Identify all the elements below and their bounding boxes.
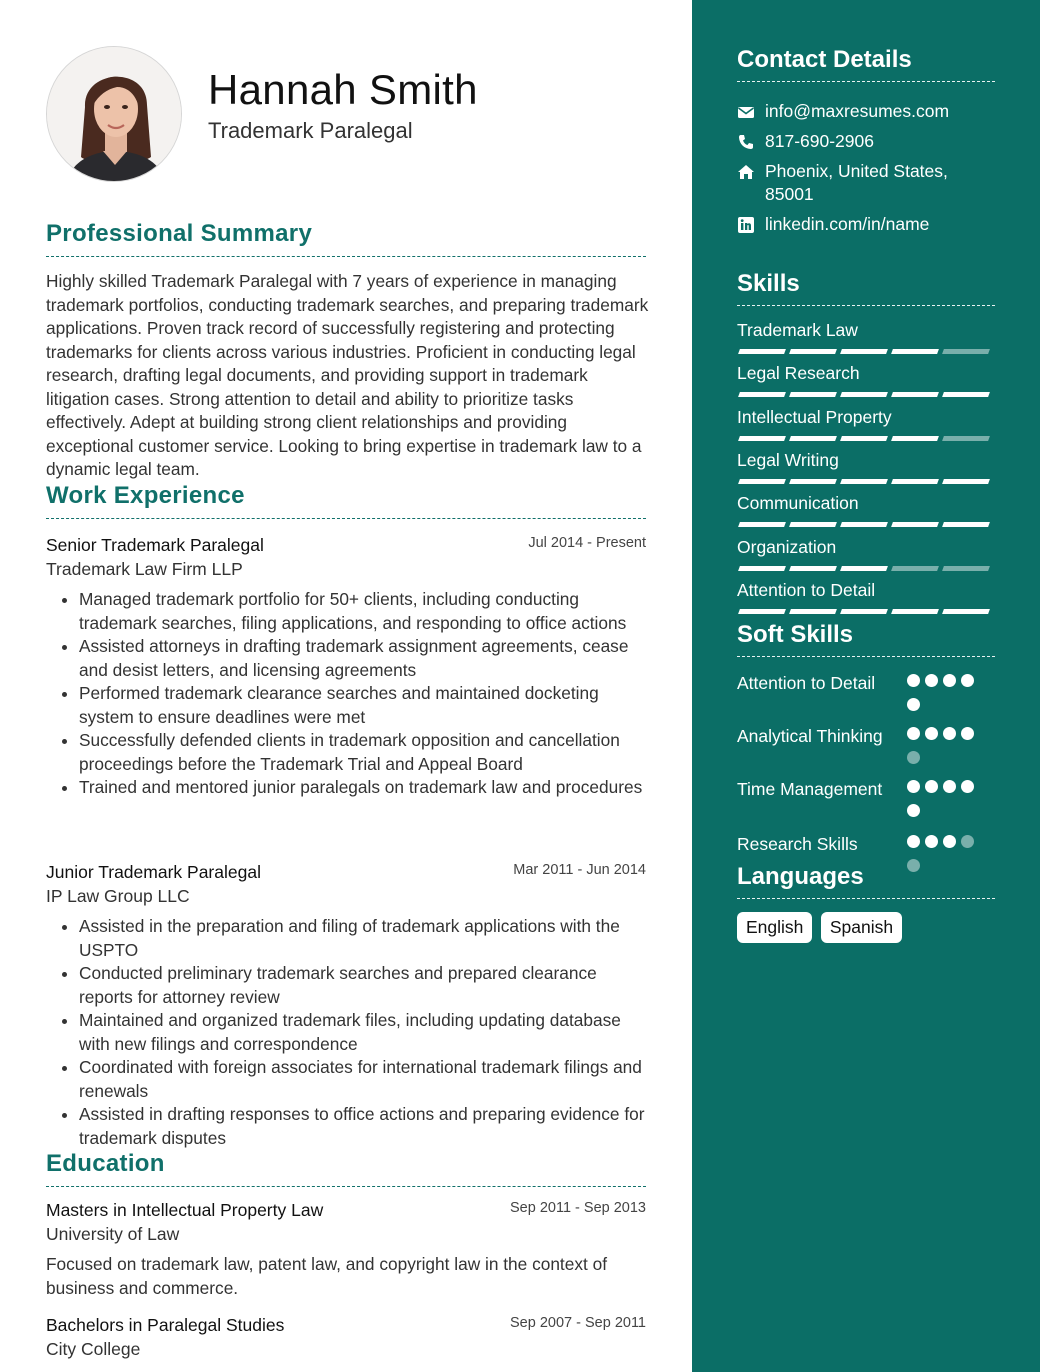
- rating-dot: [907, 751, 920, 764]
- skill-label: Intellectual Property: [737, 406, 892, 427]
- rating-dot: [961, 727, 974, 740]
- rating-dot: [907, 674, 920, 687]
- skill-level-bar: [737, 349, 995, 355]
- edu-degree: Masters in Intellectual Property Law: [46, 1200, 324, 1220]
- job-role: Senior Trademark Paralegal: [46, 535, 264, 555]
- job-entry: [46, 535, 646, 800]
- languages-list: [737, 912, 906, 943]
- rating-dot: [943, 727, 956, 740]
- job-bullets: [46, 588, 646, 800]
- soft-skills-heading: Soft Skills: [737, 621, 995, 657]
- skill-label: Attention to Detail: [737, 579, 876, 600]
- email-text: info@maxresumes.com: [765, 101, 950, 121]
- edu-degree: Bachelors in Paralegal Studies: [46, 1315, 285, 1335]
- skill-level-segment: [789, 609, 837, 614]
- soft-skill-item: [737, 833, 995, 857]
- experience-heading: Work Experience: [46, 482, 646, 519]
- job-date: Jul 2014 - Present: [528, 535, 646, 551]
- contact-address: [737, 160, 995, 206]
- job-bullet: • Managed trademark portfolio for 50+ clients, including conducting trademark searches, filing applications, and responding to office actions: [79, 588, 646, 635]
- sidebar: [692, 0, 1040, 1372]
- skill-level-segment: [891, 479, 939, 484]
- skill-level-segment: [840, 436, 888, 441]
- skill-label: Legal Writing: [737, 449, 839, 470]
- skill-level-segment: [891, 392, 939, 397]
- skill-level-segment: [738, 609, 786, 614]
- soft-skill-item: [737, 778, 995, 802]
- skill-level-bar: [737, 566, 995, 572]
- skill-label: Trademark Law: [737, 320, 858, 340]
- skill-item: [737, 363, 995, 384]
- education-entry: [46, 1200, 646, 1300]
- soft-skill-label: Time Management: [737, 779, 883, 799]
- summary-text: Highly skilled Trademark Paralegal with 7 years of experience in managing trademark portfolios, conducting trademark searches, and preparing trademark applications. Proven track record of successfully registering and protecting trademarks for clients across various industries. Proficient in conducting legal research, drafting legal documents, and providing support in trademark litigation cases. Strong attention to detail and ability to prioritize tasks effectively. Adept at building strong client relationships and providing exceptional customer service. Looking to bring expertise in trademark law to a dynamic legal team.: [46, 271, 649, 479]
- edu-school: University of Law: [46, 1224, 180, 1244]
- job-date: Mar 2011 - Jun 2014: [513, 862, 646, 878]
- rating-dot: [961, 780, 974, 793]
- job-bullet: • Successfully defended clients in trademark opposition and cancellation proceedings before the Trademark Trial and Appeal Board: [79, 729, 646, 776]
- job-bullet: • Assisted in the preparation and filing of trademark applications with the USPTO: [79, 915, 646, 962]
- job-bullet: • Performed trademark clearance searches and maintained docketing system to ensure deadlines were met: [79, 682, 646, 729]
- skill-level-segment: [789, 436, 837, 441]
- skill-level-segment: [789, 479, 837, 484]
- job-bullet: • Conducted preliminary trademark searches and prepared clearance reports for attorney review: [79, 962, 646, 1009]
- rating-dot: [925, 727, 938, 740]
- skill-level-segment: [840, 479, 888, 484]
- rating-dot: [907, 698, 920, 711]
- job-bullet: • Coordinated with foreign associates for international trademark filings and renewals: [79, 1056, 646, 1103]
- skill-level-segment: [789, 349, 837, 354]
- skill-level-segment: [840, 609, 888, 614]
- soft-skill-item: [737, 725, 995, 749]
- skill-level-segment: [942, 609, 990, 614]
- language-badge: Spanish: [821, 912, 902, 943]
- home-icon: [737, 163, 755, 181]
- job-entry: [46, 862, 646, 1150]
- skill-level-segment: [840, 522, 888, 527]
- skill-item: [737, 450, 995, 471]
- skill-item: [737, 580, 995, 601]
- languages-heading: Languages: [737, 863, 995, 899]
- language-badge: English: [737, 912, 812, 943]
- skill-level-segment: [942, 479, 990, 484]
- summary-heading: Professional Summary: [46, 220, 646, 257]
- phone-text: 817-690-2906: [765, 131, 874, 151]
- skill-label: Organization: [737, 536, 837, 557]
- skill-item: [737, 407, 995, 428]
- job-bullet: • Trained and mentored junior paralegals on trademark law and procedures: [79, 776, 646, 800]
- skill-label: Legal Research: [737, 363, 860, 384]
- skill-level-segment: [789, 392, 837, 397]
- avatar: [46, 46, 182, 182]
- skill-level-segment: [942, 392, 990, 397]
- education-heading: Education: [46, 1150, 646, 1187]
- skill-item: [737, 537, 995, 558]
- skill-level-bar: [737, 609, 995, 615]
- skill-level-segment: [738, 436, 786, 441]
- education-entry: [46, 1315, 646, 1360]
- skill-level-segment: [840, 392, 888, 397]
- skill-level-segment: [942, 349, 990, 354]
- skill-level-segment: [840, 349, 888, 354]
- envelope-icon: [737, 103, 755, 121]
- skill-level-segment: [891, 609, 939, 614]
- skill-level-bar: [737, 392, 995, 398]
- soft-skill-item: [737, 672, 995, 696]
- skill-level-bar: [737, 436, 995, 442]
- rating-dot: [907, 727, 920, 740]
- skill-level-segment: [738, 479, 786, 484]
- job-role: Junior Trademark Paralegal: [46, 862, 261, 882]
- edu-description: Focused on trademark law, patent law, and copyright law in the context of business and commerce.: [46, 1254, 607, 1298]
- soft-skill-label: Research Skills: [737, 834, 858, 854]
- rating-dot: [907, 835, 920, 848]
- rating-dot: [925, 674, 938, 687]
- skill-level-segment: [942, 522, 990, 527]
- contact-email[interactable]: [737, 100, 995, 123]
- edu-school: City College: [46, 1339, 141, 1359]
- skill-item: [737, 493, 995, 514]
- edu-date: Sep 2011 - Sep 2013: [510, 1200, 646, 1216]
- skills-heading: Skills: [737, 270, 995, 306]
- rating-dot: [943, 780, 956, 793]
- skill-level-segment: [891, 436, 939, 441]
- profile-photo: [47, 47, 182, 182]
- skill-level-bar: [737, 522, 995, 528]
- skill-level-segment: [891, 349, 939, 354]
- skill-level-segment: [738, 566, 786, 571]
- linkedin-text: linkedin.com/in/name: [765, 214, 930, 234]
- skill-level-segment: [891, 566, 939, 571]
- rating-dot: [925, 835, 938, 848]
- candidate-title: Trademark Paralegal: [208, 118, 413, 143]
- job-org: IP Law Group LLC: [46, 886, 190, 906]
- rating-dot: [961, 835, 974, 848]
- skill-level-segment: [789, 522, 837, 527]
- job-bullet: • Assisted in drafting responses to office actions and preparing evidence for trademark disputes: [79, 1103, 646, 1150]
- phone-icon: [737, 133, 755, 151]
- skill-level-segment: [942, 436, 990, 441]
- skill-level-segment: [840, 566, 888, 571]
- rating-dot: [907, 804, 920, 817]
- rating-dot: [943, 674, 956, 687]
- skill-level-segment: [891, 522, 939, 527]
- rating-dot: [925, 780, 938, 793]
- contact-heading: Contact Details: [737, 46, 995, 82]
- contact-phone[interactable]: [737, 130, 995, 153]
- skill-level-segment: [738, 349, 786, 354]
- skill-level-segment: [738, 392, 786, 397]
- job-org: Trademark Law Firm LLP: [46, 559, 243, 579]
- skill-label: Communication: [737, 493, 859, 514]
- skill-level-segment: [789, 566, 837, 571]
- soft-skill-label: Attention to Detail: [737, 673, 876, 693]
- skill-item: [737, 320, 995, 341]
- skill-level-segment: [942, 566, 990, 571]
- skill-level-bar: [737, 479, 995, 485]
- skill-level-segment: [738, 522, 786, 527]
- candidate-name: Hannah Smith: [208, 66, 478, 113]
- soft-skill-label: Analytical Thinking: [737, 726, 883, 746]
- rating-dot: [961, 674, 974, 687]
- job-bullets: [46, 915, 646, 1150]
- job-bullet: • Assisted attorneys in drafting trademark assignment agreements, cease and desist letters, and licensing agreements: [79, 635, 646, 682]
- rating-dot: [943, 835, 956, 848]
- contact-linkedin[interactable]: [737, 213, 995, 236]
- edu-date: Sep 2007 - Sep 2011: [510, 1315, 646, 1331]
- address-text: Phoenix, United States, 85001: [765, 161, 948, 204]
- job-bullet: • Maintained and organized trademark files, including updating database with new filings and correspondence: [79, 1009, 646, 1056]
- rating-dot: [907, 780, 920, 793]
- linkedin-icon: [737, 216, 755, 234]
